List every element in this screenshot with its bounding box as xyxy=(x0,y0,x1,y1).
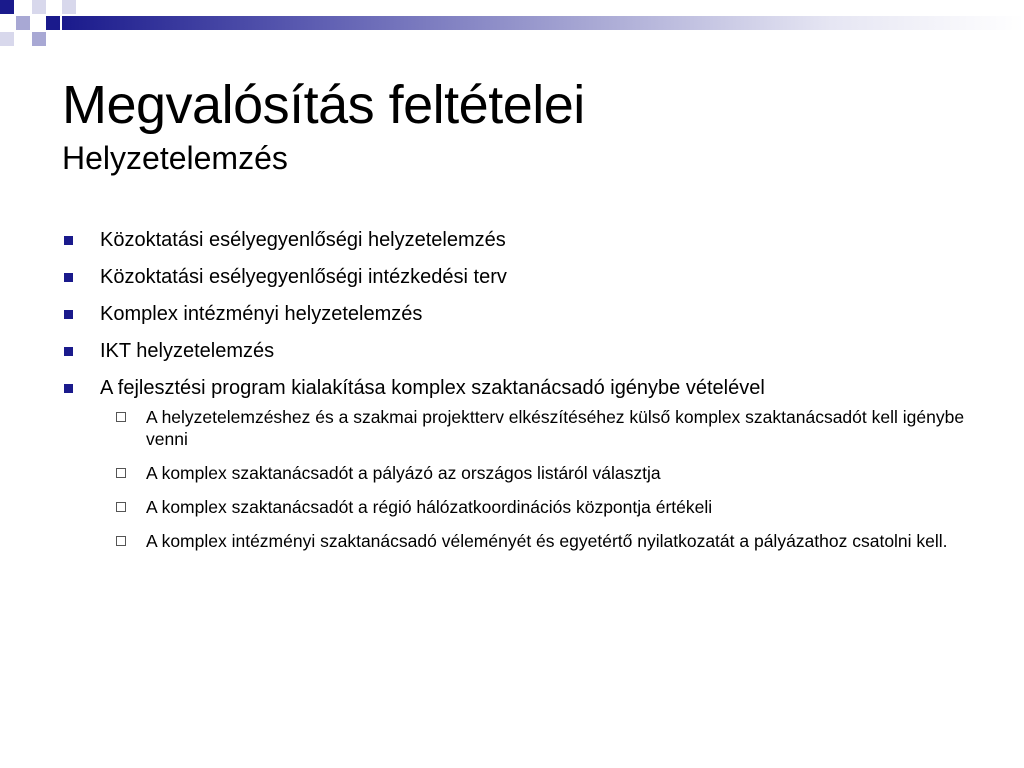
square-bullet-icon xyxy=(64,347,73,356)
slide-title: Megvalósítás feltételei xyxy=(62,75,585,135)
bullet-list xyxy=(62,228,982,552)
list-item xyxy=(62,265,982,289)
decorative-square xyxy=(62,0,76,14)
slide-header xyxy=(62,74,585,178)
decorative-square xyxy=(32,32,46,46)
list-item-text: Közoktatási esélyegyenlőségi helyzetelemzés xyxy=(100,229,506,251)
decorative-square xyxy=(0,0,14,14)
decorative-square xyxy=(16,16,30,30)
slide-body xyxy=(62,228,982,564)
sub-list-item-text: A komplex szaktanácsadót a pályázó az országos listáról választja xyxy=(146,463,661,483)
decorative-gradient-bar xyxy=(62,16,1024,30)
decorative-square xyxy=(46,16,60,30)
sub-bullet-list xyxy=(100,406,982,552)
sub-list-item xyxy=(100,462,982,484)
list-item xyxy=(62,302,982,326)
decorative-header-pattern xyxy=(0,0,1024,52)
sub-list-item-text: A komplex intézményi szaktanácsadó véleményét és egyetértő nyilatkozatát a pályázathoz csatolni kell. xyxy=(146,531,948,551)
hollow-square-bullet-icon xyxy=(116,468,126,478)
hollow-square-bullet-icon xyxy=(116,412,126,422)
hollow-square-bullet-icon xyxy=(116,502,126,512)
sub-list-item xyxy=(100,530,982,552)
list-item-text: Közoktatási esélyegyenlőségi intézkedési terv xyxy=(100,266,507,288)
decorative-square xyxy=(0,32,14,46)
list-item-text: A fejlesztési program kialakítása komplex szaktanácsadó igénybe vételével xyxy=(100,377,765,399)
square-bullet-icon xyxy=(64,273,73,282)
square-bullet-icon xyxy=(64,384,73,393)
list-item-text: Komplex intézményi helyzetelemzés xyxy=(100,303,423,325)
sub-list-item-text: A helyzetelemzéshez és a szakmai projektterv elkészítéséhez külső komplex szaktanácsadót kell igénybe venni xyxy=(146,407,965,449)
list-item xyxy=(62,228,982,252)
list-item xyxy=(62,376,982,552)
sub-list-item-text: A komplex szaktanácsadót a régió hálózatkoordinációs központja értékeli xyxy=(146,497,713,517)
slide-subtitle: Helyzetelemzés xyxy=(62,140,288,176)
decorative-square xyxy=(32,0,46,14)
list-item xyxy=(62,339,982,363)
square-bullet-icon xyxy=(64,310,73,319)
sub-list-item xyxy=(100,496,982,518)
list-item-text: IKT helyzetelemzés xyxy=(100,340,275,362)
hollow-square-bullet-icon xyxy=(116,536,126,546)
square-bullet-icon xyxy=(64,236,73,245)
sub-list-item xyxy=(100,406,982,450)
